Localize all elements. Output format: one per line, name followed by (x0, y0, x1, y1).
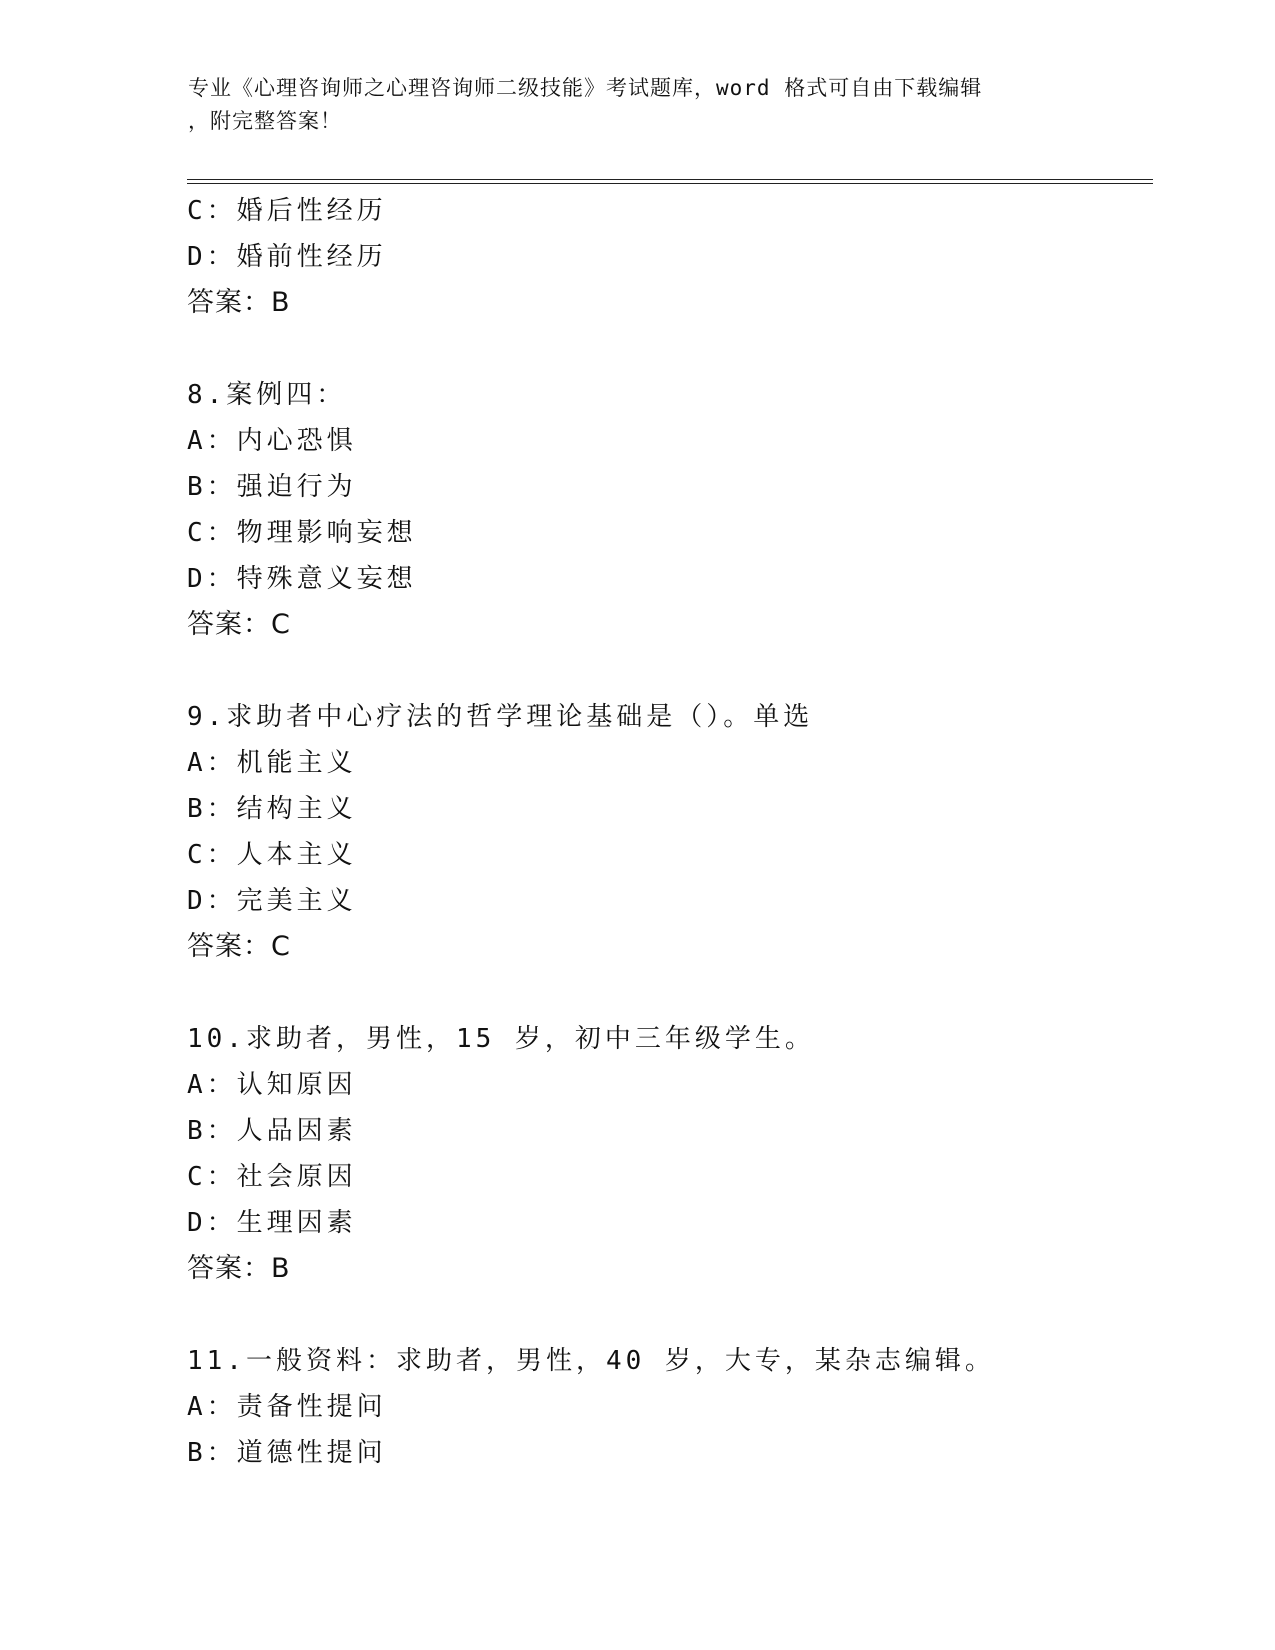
option-a: A：认知原因 (187, 1070, 357, 1100)
question-stem: 11.一般资料：求助者，男性，40 岁，大专，某杂志编辑。 (187, 1346, 995, 1376)
option-a: A：内心恐惧 (187, 426, 357, 456)
option-c: C：社会原因 (187, 1162, 357, 1192)
option-d: D：完美主义 (187, 886, 357, 916)
answer-line: 答案：C (187, 931, 291, 962)
option-c: C：人本主义 (187, 840, 357, 870)
answer-line: 答案：B (187, 1253, 291, 1284)
answer-line: 答案：B (187, 287, 291, 318)
option-a: A：责备性提问 (187, 1392, 387, 1422)
header-line-1: 专业《心理咨询师之心理咨询师二级技能》考试题库，word 格式可自由下载编辑 (188, 76, 983, 100)
option-d: D：特殊意义妄想 (187, 564, 417, 594)
question-9 (187, 694, 1147, 970)
question-list (187, 188, 1147, 1476)
question-stem: 9.求助者中心疗法的哲学理论基础是（）。单选 (187, 702, 814, 732)
spacer (187, 970, 1147, 1016)
spacer (187, 1292, 1147, 1338)
option-b: B：强迫行为 (187, 472, 357, 502)
header-divider-bottom (187, 183, 1153, 184)
option-b: B：结构主义 (187, 794, 357, 824)
carryover-question (187, 188, 1147, 326)
question-stem: 8.案例四： (187, 380, 347, 410)
question-11 (187, 1338, 1147, 1476)
option-c: C：婚后性经历 (187, 196, 387, 226)
option-b: B：道德性提问 (187, 1438, 387, 1468)
spacer (187, 326, 1147, 372)
document-header (188, 72, 1088, 138)
answer-line: 答案：C (187, 609, 291, 640)
header-divider-top (187, 179, 1153, 180)
option-b: B：人品因素 (187, 1116, 357, 1146)
option-c: C：物理影响妄想 (187, 518, 417, 548)
option-a: A：机能主义 (187, 748, 357, 778)
question-10 (187, 1016, 1147, 1292)
header-line-2: ，附完整答案！ (188, 109, 342, 133)
option-d: D：生理因素 (187, 1208, 357, 1238)
option-d: D：婚前性经历 (187, 242, 387, 272)
spacer (187, 648, 1147, 694)
question-stem: 10.求助者，男性，15 岁，初中三年级学生。 (187, 1024, 815, 1054)
question-8 (187, 372, 1147, 648)
